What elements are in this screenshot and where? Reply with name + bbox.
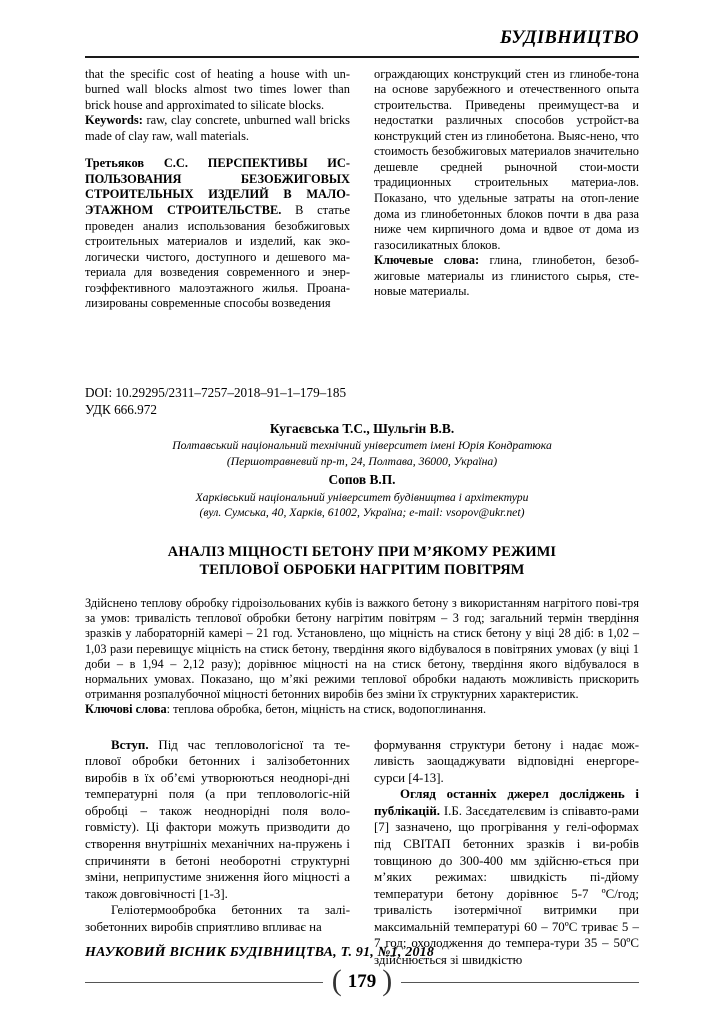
body-paragraph-review xyxy=(374,786,639,968)
russian-entry xyxy=(85,156,350,312)
footer-rule-right xyxy=(401,982,639,983)
page-number-container xyxy=(323,964,402,997)
author-names-1: Кугаєвська Т.С., Шульгін В.В. xyxy=(269,421,455,437)
page-number: 179 xyxy=(347,971,377,992)
author-names-2: Сопов В.П. xyxy=(328,472,396,488)
author-affiliation-1: Полтавський національний технічний університет імені Юрія Кондратюка xyxy=(172,439,552,453)
brace-left-icon: ( xyxy=(331,964,342,997)
main-keywords-label: Ключові слова xyxy=(85,702,167,717)
top-abstract-columns xyxy=(85,67,639,312)
header-rule xyxy=(85,56,639,58)
main-abstract-keywords xyxy=(85,702,639,717)
main-abstract-text: Здійснено теплову обробку гідроізольованих кубів із важкого бетону з використанням нагрітого пові-тря за умов: тривалість теплової обробки бетону нагрітим повітрям – 3 год; загальний термін твердіння зразків у лабораторній камері – 21 год. Установлено, що міцність на стиск бетону у віці 28 діб: в 1,02 – 1,03 рази перевищує міцність на стиск бетону, твердіння якого відбувалося в повітряних умовах (у віці 1 доби – в 1,94 – 2,12 разу); дорівнює міцності на на стиск бетону, твердіння якого відбувалося в нормальних умовах. Показано, що м’які режими теплової обробки надають можливість прискорить отримання розпалубочної міцності бетонних виробів без зміни їх структурних характеристик. xyxy=(85,596,639,702)
doi-line: DOI: 10.29295/2311–7257–2018–91–1–179–185 xyxy=(85,384,347,400)
english-keywords xyxy=(85,113,350,144)
russian-keywords xyxy=(374,253,639,300)
udk-line: УДК 666.972 xyxy=(85,402,157,418)
main-keywords-text: : теплова обробка, бетон, міцність на стиск, водопоглинання. xyxy=(166,702,487,717)
russian-keywords-text: глина, глинобетон, безоб-жиговые материалы из глинистого сырья, сте-новые материалы. xyxy=(374,253,640,299)
intro-heading: Вступ. xyxy=(111,737,149,752)
author-affiliation-2: Харківський національний університет будівництва і архітектури xyxy=(195,490,529,504)
brace-right-icon: ) xyxy=(382,964,393,997)
body-paragraph-continuation: формування структури бетону і надає мож-ливість заощаджувати відповідні енергоре-сурси [4-13]. xyxy=(374,737,639,785)
author-address-1: (Першотравневий пр-т, 24, Полтава, 36000, Україна) xyxy=(226,454,498,468)
review-text: І.Б. Засєдателєвим із співавто-рами [7] зазначено, що прогрівання у гелі-оформах під СВІТАП бетонних зразків і ви-робів товщиною до 300-400 мм здійсню-ється при м’яких режимах: швидкість пі-дйому температури бетону дорівнює 5-7 ºС/год; тривалість ізотермічної витримки при максимальній температурі 60 – 70ºС триває 5 – 7 год; охолодження до темпера-тури 35 – 50ºС здійснюється зі швидкістю xyxy=(374,803,639,968)
body-paragraph-helio: Геліотермообробка бетонних та залі-зобетонних виробів сприятливо впливає на xyxy=(85,903,350,934)
running-head: БУДІВНИЦТВО xyxy=(499,28,639,48)
russian-entry-body: В статье проведен анализ использования безобжиговых строительных материалов и изделий, как эко-логически чистого, доступного и дешевого ма-териала для возведения современного и энер-гоэффективного малоэтажного жилья. Проана-лизированы современные способы возведения xyxy=(85,203,350,311)
abstract-left-column xyxy=(85,67,350,312)
identifiers-block xyxy=(85,384,639,418)
footer-journal-title: НАУКОВИЙ ВІСНИК БУДІВНИЦТВА, Т. 91, №1, 2018 xyxy=(85,945,435,960)
intro-text: Під час тепловологісної та те-плової обробки бетонних і залізобетонних виробів в їх об’ємі утворюються неоднорі-дні температурні поля (а при тепловологіс-ній обробці – також неоднорідні поля воло-говмісту). Ці фактори можуть призводити до створення внутрішніх механічних на-пружень і спричиняти в бетоні необоротні структурні зміни, неприпустиме зниження його міцності а також довговічності [1-3]. xyxy=(85,737,350,901)
russian-abstract-tail: ограждающих конструкций стен из глинобе-тона на основе зарубежного и отечественного опыта строительства. Приведены преимущест-ва и недостатки различных способов устройст-ва конструкций стен из глинобетона. Выяс-нено, что стоимость безобжиговых материалов значительно дешевле средней рыночной стои-мости традиционных строительных материа-лов. Показано, что удельные затраты на отоп-ление дома из глинобетонных блоков почти в два раза ниже чем кирпичного дома и вдвое от дома из газосиликатных блоков. xyxy=(374,66,639,252)
body-left-column xyxy=(85,737,350,969)
review-heading: Огляд останніх джерел досліджень і публікацій. xyxy=(374,787,639,818)
body-right-column xyxy=(374,737,639,969)
footer-rule-left xyxy=(85,982,323,983)
english-keywords-text: raw, clay concrete, unburned wall bricks made of clay raw, wall materials. xyxy=(85,113,350,143)
body-paragraph-intro xyxy=(85,737,350,903)
body-columns xyxy=(85,737,639,969)
english-abstract-tail: that the specific cost of heating a house with un-burned wall blocks almost two times lower than brick house and approximated to silicate blocks. xyxy=(85,66,350,112)
main-abstract xyxy=(85,596,639,717)
page-title xyxy=(85,543,639,580)
article-title-line-1: АНАЛІЗ МІЦНОСТІ БЕТОНУ ПРИ М’ЯКОМУ РЕЖИМІ xyxy=(167,543,557,560)
abstract-right-column xyxy=(374,67,639,312)
russian-keywords-label: Ключевые слова: xyxy=(374,253,480,268)
footer-rule-with-page-number xyxy=(85,964,639,1000)
author-address-2: (вул. Сумська, 40, Харків, 61002, Україна; e-mail: vsopov@ukr.net) xyxy=(199,506,525,520)
article-title-line-2: ТЕПЛОВОЇ ОБРОБКИ НАГРІТИМ ПОВІТРЯМ xyxy=(199,562,525,579)
authors-block xyxy=(85,420,639,520)
english-keywords-label: Keywords: xyxy=(85,113,143,128)
russian-entry-heading: Третьяков С.С. ПЕРСПЕКТИВЫ ИС-ПОЛЬЗОВАНИЯ БЕЗОБЖИГОВЫХ СТРОИТЕЛЬНЫХ ИЗДЕЛИЙ В МАЛО-ЭТАЖНОМ СТРОИТЕЛЬСТВЕ. xyxy=(85,156,350,217)
